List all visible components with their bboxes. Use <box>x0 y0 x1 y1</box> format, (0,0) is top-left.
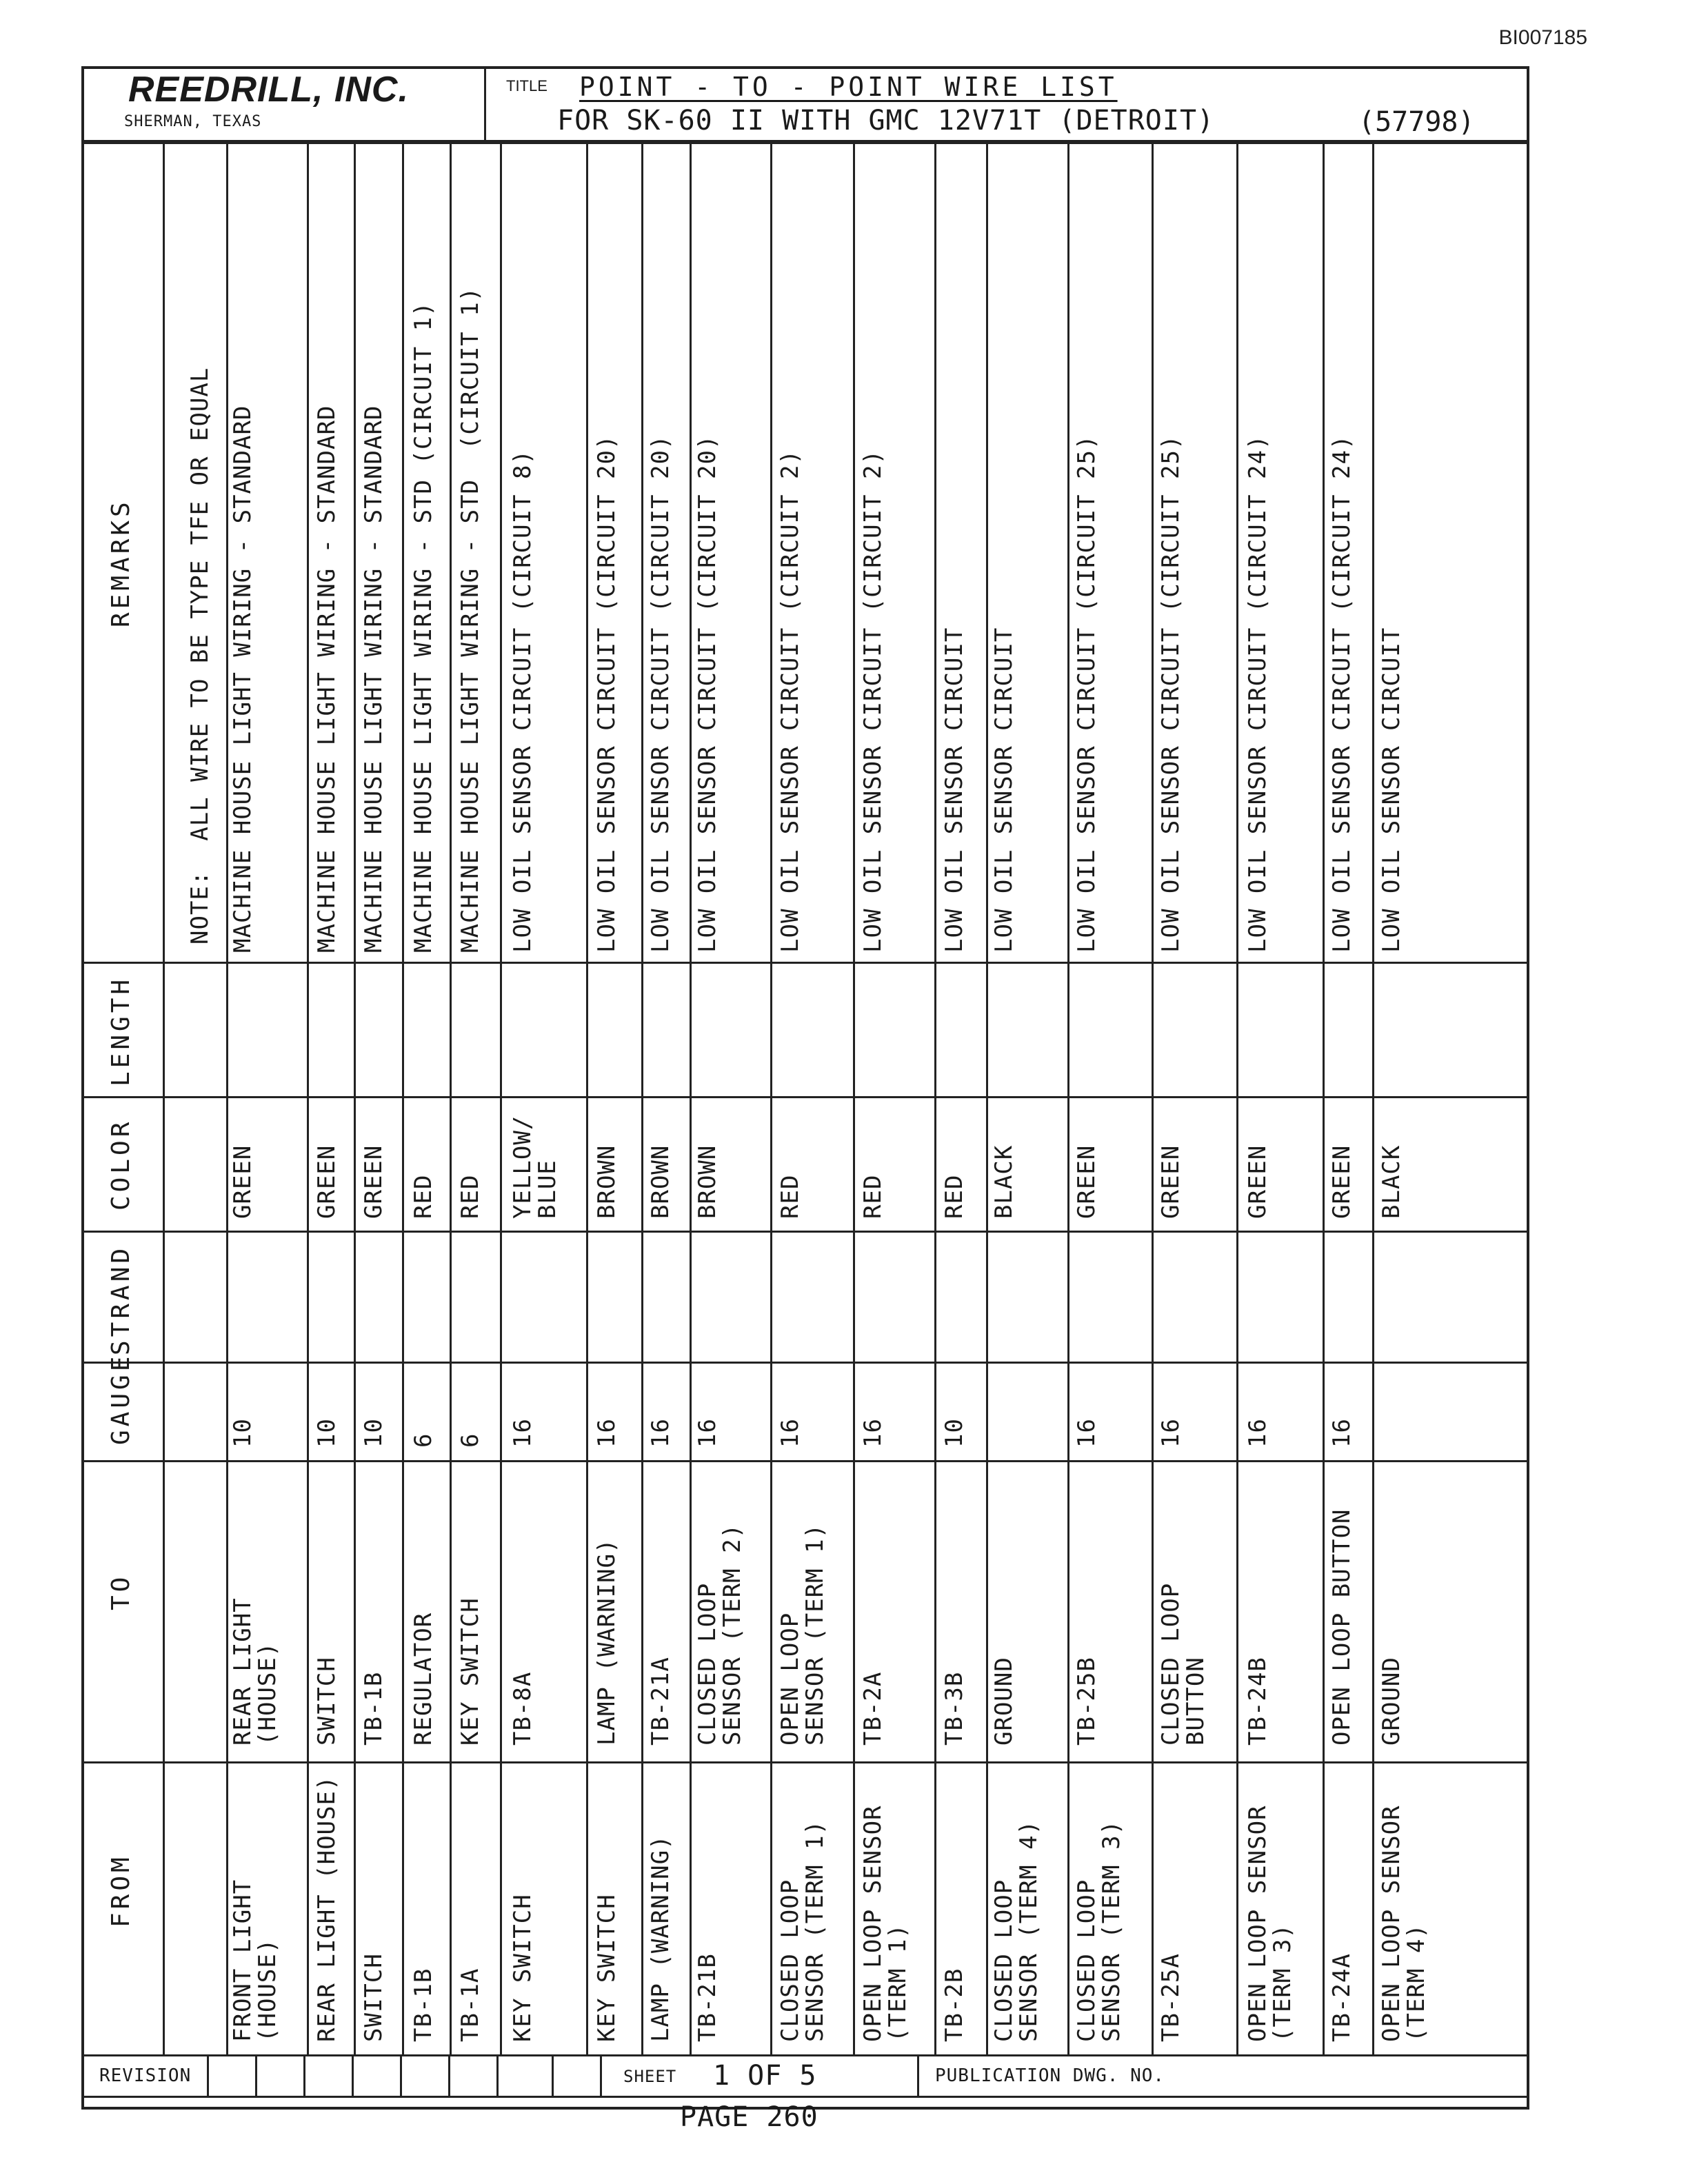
row-from: KEY SWITCH <box>509 1894 536 2042</box>
column-divider <box>81 1231 1529 1233</box>
row-from: CLOSED LOOP SENSOR (TERM 4) <box>990 1819 1043 2042</box>
row-to: OPEN LOOP SENSOR (TERM 1) <box>776 1523 829 1746</box>
document-title: POINT - TO - POINT WIRE LIST <box>579 72 1118 102</box>
row-gauge: 16 <box>1157 1418 1185 1448</box>
row-color: BROWN <box>593 1144 621 1219</box>
row-gauge: 10 <box>313 1418 341 1448</box>
row-gauge: 6 <box>456 1433 484 1448</box>
row-from: TB-2B <box>941 1968 968 2042</box>
document-number: (57798) <box>1358 106 1475 138</box>
row-remarks: LOW OIL SENSOR CIRCUIT <box>990 627 1018 953</box>
note-text: NOTE: ALL WIRE TO BE TYPE TFE OR EQUAL <box>186 367 214 944</box>
row-from: TB-24A <box>1328 1953 1356 2042</box>
row-remarks: LOW OIL SENSOR CIRCUIT (CIRCUIT 24) <box>1328 434 1356 953</box>
row-color: GREEN <box>229 1144 257 1219</box>
row-color: YELLOW/ BLUE <box>509 1115 561 1219</box>
row-remarks: MACHINE HOUSE LIGHT WIRING - STD (CIRCUIT 1) <box>410 301 437 953</box>
row-to: TB-3B <box>941 1671 968 1746</box>
row-to: TB-2A <box>859 1671 887 1746</box>
column-divider <box>81 1362 1529 1364</box>
footer-divider <box>207 2054 209 2096</box>
row-remarks: MACHINE HOUSE LIGHT WIRING - STANDARD <box>313 405 341 953</box>
row-to: TB-24B <box>1244 1657 1272 1746</box>
column-divider <box>81 1460 1529 1462</box>
column-divider <box>81 142 1529 144</box>
row-color: BLACK <box>990 1144 1018 1219</box>
revision-cell-divider <box>552 2054 554 2096</box>
row-remarks: LOW OIL SENSOR CIRCUIT <box>941 627 968 953</box>
row-from: OPEN LOOP SENSOR (TERM 3) <box>1244 1805 1296 2042</box>
row-divider <box>1323 142 1325 2054</box>
col-header-remarks: REMARKS <box>107 498 135 627</box>
form-frame <box>81 66 1529 2110</box>
doc-id: BI007185 <box>1498 26 1587 49</box>
row-remarks: LOW OIL SENSOR CIRCUIT (CIRCUIT 20) <box>647 434 674 953</box>
row-color: GREEN <box>360 1144 388 1219</box>
row-divider <box>163 142 165 2054</box>
company-name: REEDRILL, INC. <box>128 70 409 110</box>
row-from: TB-25A <box>1157 1953 1185 2042</box>
row-remarks: LOW OIL SENSOR CIRCUIT (CIRCUIT 20) <box>593 434 621 953</box>
row-gauge: 16 <box>1328 1418 1356 1448</box>
row-color: GREEN <box>1328 1144 1356 1219</box>
revision-cell-divider <box>255 2054 257 2096</box>
row-divider <box>934 142 936 2054</box>
company-location: SHERMAN, TEXAS <box>124 113 262 130</box>
title-label: TITLE <box>506 77 547 94</box>
row-divider <box>500 142 502 2054</box>
sheet-value: 1 OF 5 <box>713 2060 817 2092</box>
row-color: GREEN <box>313 1144 341 1219</box>
row-color: RED <box>941 1174 968 1219</box>
row-gauge: 16 <box>509 1418 536 1448</box>
row-to: GROUND <box>990 1657 1018 1746</box>
row-divider <box>770 142 772 2054</box>
row-to: TB-8A <box>509 1671 536 1746</box>
col-header-strand: STRAND <box>107 1244 135 1355</box>
row-to: REGULATOR <box>410 1612 437 1746</box>
row-gauge: 6 <box>410 1433 437 1448</box>
row-color: BLACK <box>1378 1144 1405 1219</box>
col-header-to: TO <box>107 1573 135 1610</box>
row-divider <box>690 142 692 2054</box>
row-gauge: 16 <box>1244 1418 1272 1448</box>
row-color: GREEN <box>1157 1144 1185 1219</box>
row-divider <box>586 142 588 2054</box>
row-from: OPEN LOOP SENSOR (TERM 4) <box>1378 1805 1430 2042</box>
row-gauge: 16 <box>647 1418 674 1448</box>
publication-dwg-label: PUBLICATION DWG. NO. <box>935 2065 1165 2086</box>
revision-cell-divider <box>303 2054 305 2096</box>
row-gauge: 10 <box>229 1418 257 1448</box>
row-from: TB-1A <box>456 1968 484 2042</box>
row-divider <box>307 142 309 2054</box>
row-remarks: MACHINE HOUSE LIGHT WIRING - STD (CIRCUIT 1) <box>456 286 484 953</box>
row-gauge: 10 <box>941 1418 968 1448</box>
row-gauge: 16 <box>1073 1418 1101 1448</box>
row-color: RED <box>776 1174 804 1219</box>
row-from: TB-1B <box>410 1968 437 2042</box>
row-color: GREEN <box>1244 1144 1272 1219</box>
row-remarks: LOW OIL SENSOR CIRCUIT <box>1378 627 1405 953</box>
row-to: GROUND <box>1378 1657 1405 1746</box>
revision-cell-divider <box>352 2054 354 2096</box>
column-divider <box>81 962 1529 964</box>
row-remarks: LOW OIL SENSOR CIRCUIT (CIRCUIT 25) <box>1073 434 1101 953</box>
column-divider <box>81 2054 1529 2056</box>
row-from: TB-21B <box>694 1953 721 2042</box>
row-gauge: 16 <box>859 1418 887 1448</box>
row-color: RED <box>859 1174 887 1219</box>
row-divider <box>986 142 988 2054</box>
row-color: BROWN <box>647 1144 674 1219</box>
column-divider <box>81 1096 1529 1098</box>
row-from: FRONT LIGHT (HOUSE) <box>229 1879 281 2042</box>
row-from: KEY SWITCH <box>593 1894 621 2042</box>
row-divider <box>853 142 855 2054</box>
row-gauge: 16 <box>776 1418 804 1448</box>
footer-divider <box>917 2054 919 2096</box>
row-color: BROWN <box>694 1144 721 1219</box>
row-remarks: MACHINE HOUSE LIGHT WIRING - STANDARD <box>360 405 388 953</box>
revision-label: REVISION <box>99 2065 192 2086</box>
row-divider <box>226 142 228 2054</box>
row-to: LAMP (WARNING) <box>593 1538 621 1746</box>
row-to: TB-1B <box>360 1671 388 1746</box>
revision-cell-divider <box>448 2054 450 2096</box>
row-divider <box>641 142 643 2054</box>
row-remarks: LOW OIL SENSOR CIRCUIT (CIRCUIT 2) <box>859 449 887 953</box>
row-remarks: LOW OIL SENSOR CIRCUIT (CIRCUIT 24) <box>1244 434 1272 953</box>
row-color: RED <box>456 1174 484 1219</box>
footer-divider <box>600 2054 602 2096</box>
row-to: CLOSED LOOP BUTTON <box>1157 1582 1209 1746</box>
row-remarks: LOW OIL SENSOR CIRCUIT (CIRCUIT 25) <box>1157 434 1185 953</box>
row-remarks: LOW OIL SENSOR CIRCUIT (CIRCUIT 20) <box>694 434 721 953</box>
row-color: RED <box>410 1174 437 1219</box>
revision-cell-divider <box>400 2054 402 2096</box>
row-to: SWITCH <box>313 1657 341 1746</box>
row-to: TB-21A <box>647 1657 674 1746</box>
row-divider <box>450 142 452 2054</box>
row-from: CLOSED LOOP SENSOR (TERM 1) <box>776 1819 829 2042</box>
col-header-gauge: GAUGE <box>107 1353 135 1445</box>
column-divider <box>81 1761 1529 1763</box>
footer-rule <box>81 2096 1529 2098</box>
row-divider <box>1067 142 1069 2054</box>
page-number: PAGE 260 <box>680 2101 818 2133</box>
row-divider <box>1152 142 1154 2054</box>
row-to: TB-25B <box>1073 1657 1101 1746</box>
col-header-color: COLOR <box>107 1118 135 1211</box>
row-to: KEY SWITCH <box>456 1597 484 1746</box>
row-to: OPEN LOOP BUTTON <box>1328 1508 1356 1746</box>
row-from: LAMP (WARNING) <box>647 1834 674 2042</box>
row-from: SWITCH <box>360 1953 388 2042</box>
row-to: REAR LIGHT (HOUSE) <box>229 1597 281 1746</box>
document-subtitle: FOR SK-60 II WITH GMC 12V71T (DETROIT) <box>557 105 1215 136</box>
row-gauge: 10 <box>360 1418 388 1448</box>
row-divider <box>354 142 356 2054</box>
col-header-from: FROM <box>107 1854 135 1928</box>
header-divider <box>484 66 486 140</box>
row-remarks: LOW OIL SENSOR CIRCUIT (CIRCUIT 8) <box>509 449 536 953</box>
row-from: CLOSED LOOP SENSOR (TERM 3) <box>1073 1819 1125 2042</box>
row-gauge: 16 <box>694 1418 721 1448</box>
col-header-length: LENGTH <box>107 975 135 1086</box>
sheet-label: SHEET <box>623 2067 677 2086</box>
row-remarks: LOW OIL SENSOR CIRCUIT (CIRCUIT 2) <box>776 449 804 953</box>
row-divider <box>402 142 404 2054</box>
row-from: REAR LIGHT (HOUSE) <box>313 1775 341 2042</box>
row-divider <box>1236 142 1238 2054</box>
row-to: CLOSED LOOP SENSOR (TERM 2) <box>694 1523 746 1746</box>
row-remarks: MACHINE HOUSE LIGHT WIRING - STANDARD <box>229 405 257 953</box>
row-divider <box>1372 142 1374 2054</box>
revision-cell-divider <box>496 2054 499 2096</box>
row-color: GREEN <box>1073 1144 1101 1219</box>
row-from: OPEN LOOP SENSOR (TERM 1) <box>859 1805 912 2042</box>
row-gauge: 16 <box>593 1418 621 1448</box>
